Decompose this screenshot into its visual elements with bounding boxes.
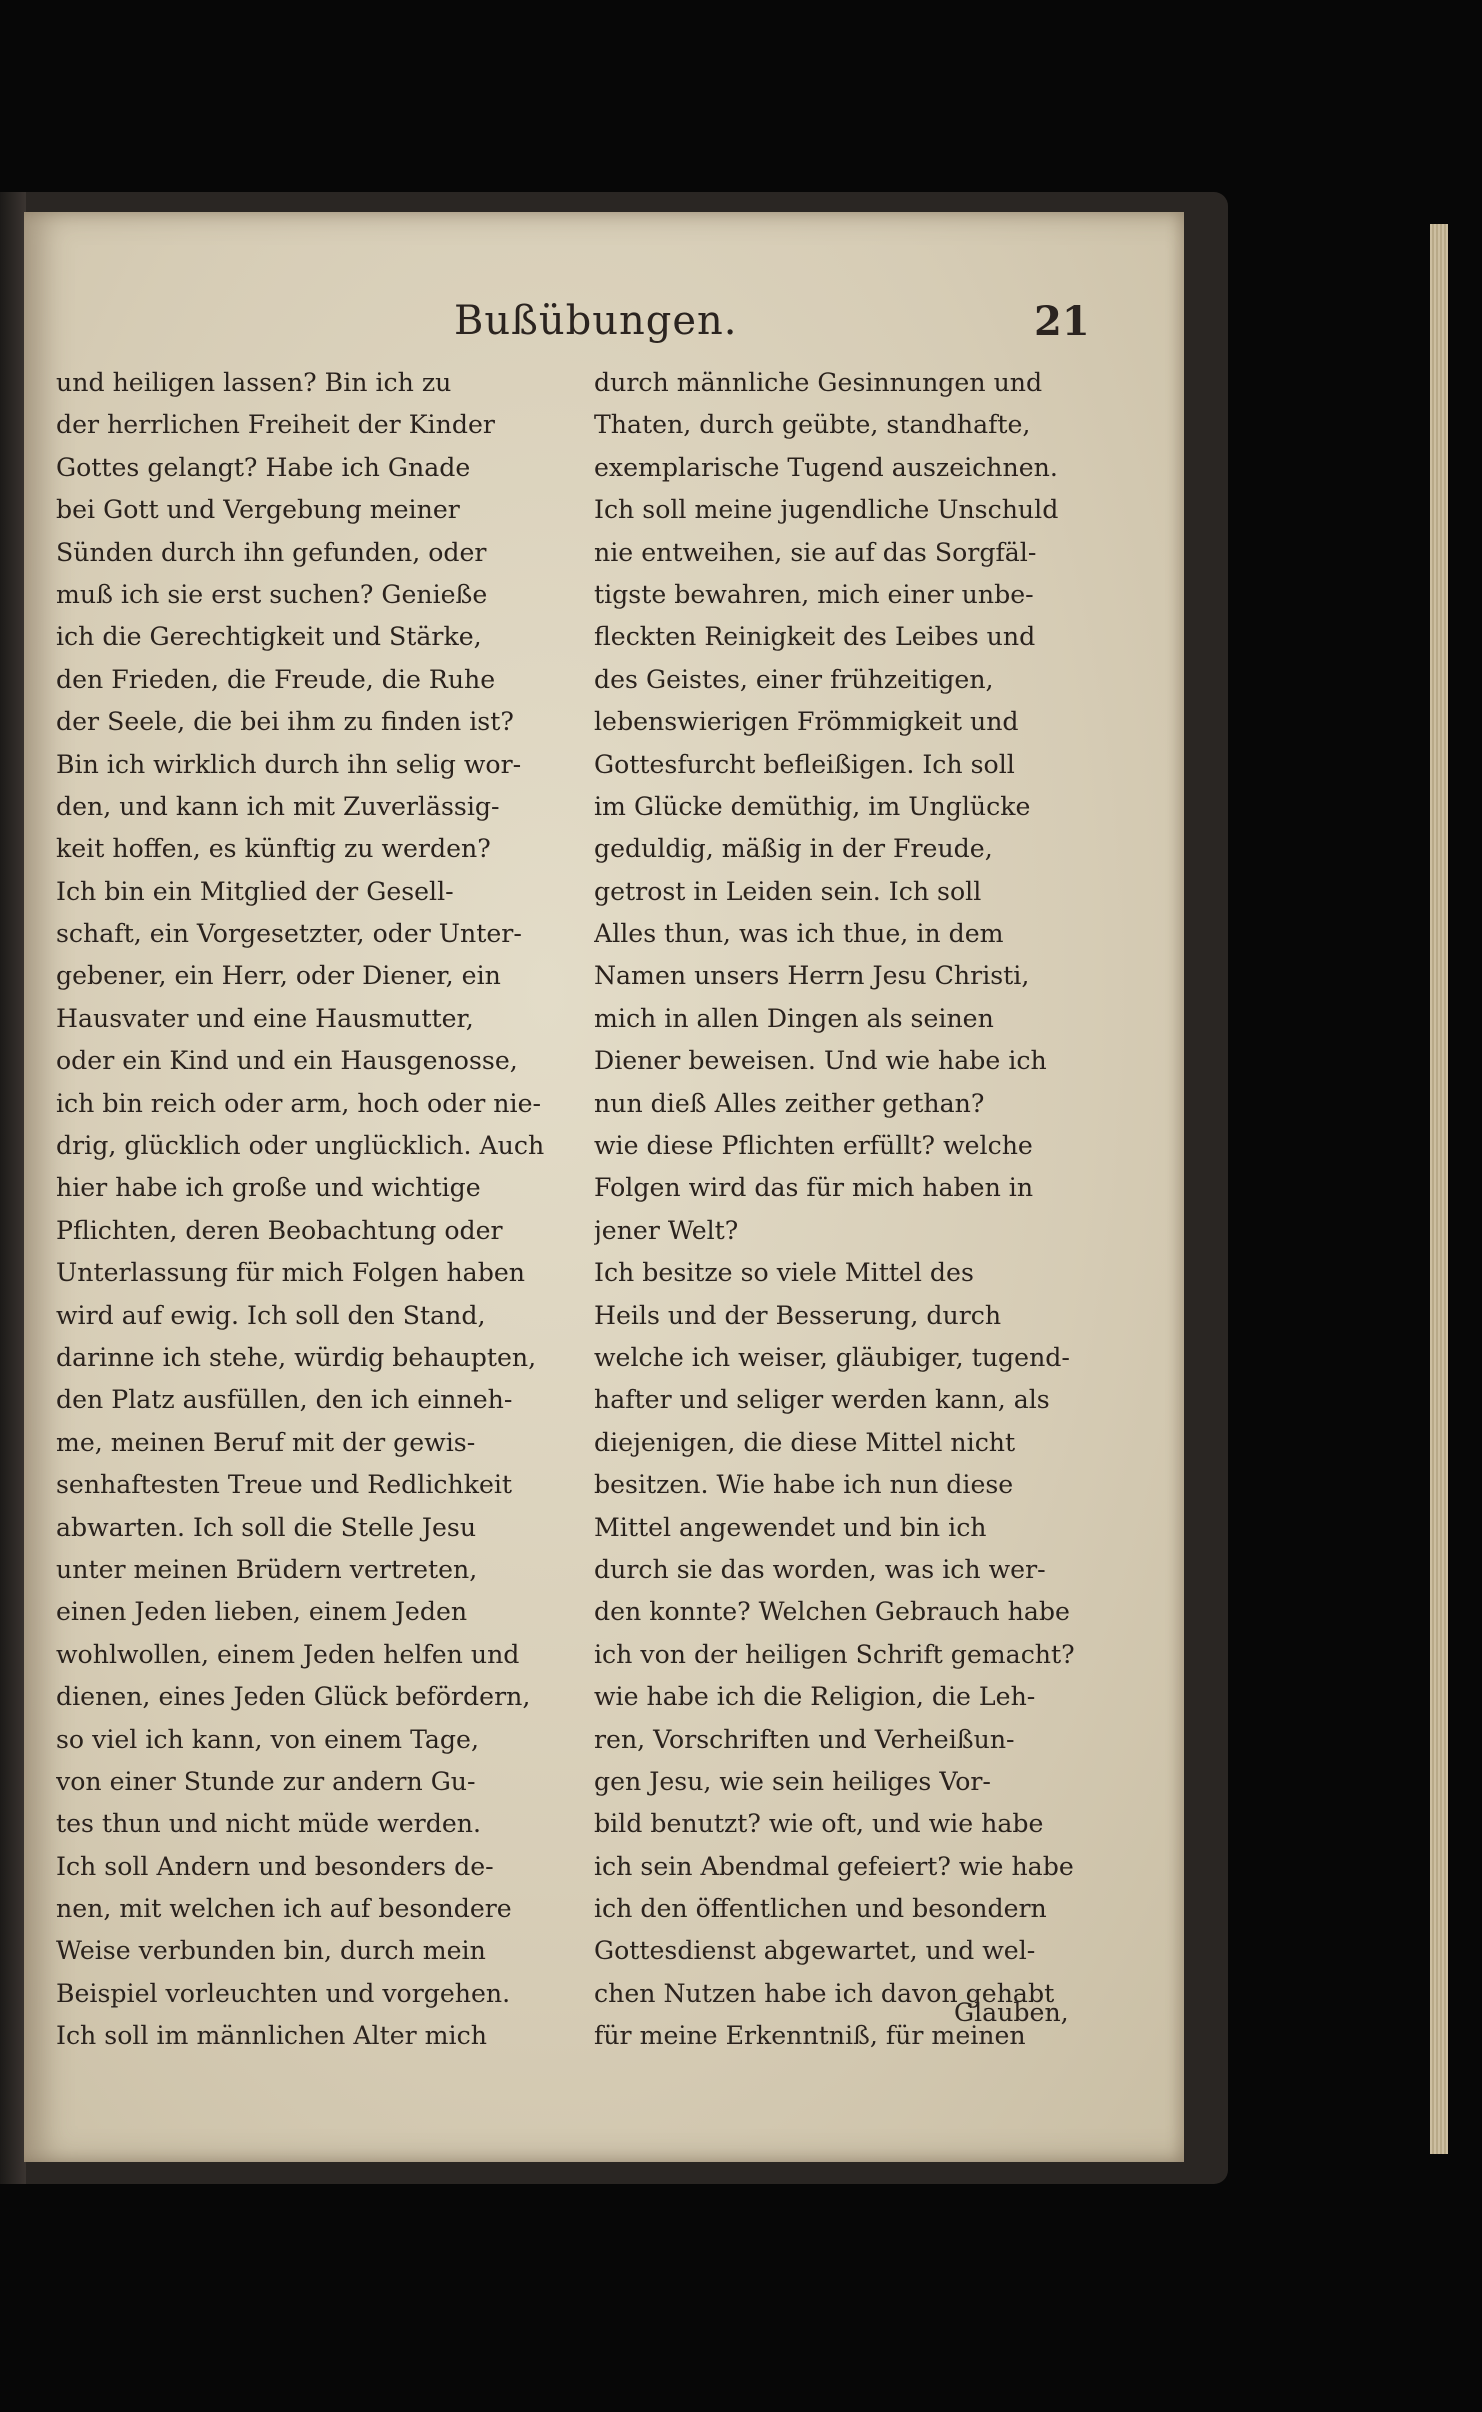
text-line: wohlwollen, einem Jeden helfen und: [56, 1639, 520, 1669]
text-line: Ich soll Andern und besonders de-: [56, 1851, 494, 1881]
text-line: und heiligen lassen? Bin ich zu: [56, 368, 452, 397]
text-line: ich sein Abendmal gefeiert? wie habe: [594, 1851, 1074, 1881]
text-line: darinne ich stehe, würdig behaupten,: [56, 1342, 537, 1372]
text-line: nie entweihen, sie auf das Sorgfäl-: [594, 537, 1037, 567]
text-line: so viel ich kann, von einem Tage,: [56, 1724, 479, 1754]
text-line: welche ich weiser, gläubiger, tugend-: [594, 1342, 1070, 1372]
text-line: senhaftesten Treue und Redlichkeit: [56, 1470, 513, 1500]
text-line: wird auf ewig. Ich soll den Stand,: [56, 1300, 486, 1330]
text-line: lebenswierigen Frömmigkeit und: [594, 707, 1019, 737]
text-line: Ich soll im männlichen Alter mich: [56, 2021, 487, 2051]
book-page: [24, 212, 1184, 2162]
text-line: bild benutzt? wie oft, und wie habe: [594, 1809, 1044, 1839]
text-line: durch sie das worden, was ich wer-: [594, 1554, 1046, 1584]
left-text-column: [56, 362, 576, 2058]
text-line: besitzen. Wie habe ich nun diese: [594, 1470, 1014, 1500]
book-spine-edge: [0, 192, 26, 2184]
text-line: nun dieß Alles zeither gethan?: [594, 1088, 985, 1118]
catchword: Glauben,: [954, 1998, 1069, 2027]
text-line: bei Gott und Vergebung meiner: [56, 495, 460, 525]
text-line: Namen unsers Herrn Jesu Christi,: [594, 961, 1030, 991]
page-edges: [1430, 224, 1448, 2154]
text-line: Alles thun, was ich thue, in dem: [594, 919, 1004, 949]
text-line: muß ich sie erst suchen? Genieße: [56, 579, 488, 609]
text-line: Diener beweisen. Und wie habe ich: [594, 1046, 1047, 1076]
text-line: der Seele, die bei ihm zu finden ist?: [56, 707, 514, 737]
text-line: Hausvater und eine Hausmutter,: [56, 1003, 474, 1033]
page-header: [24, 298, 1184, 358]
text-line: abwarten. Ich soll die Stelle Jesu: [56, 1512, 477, 1542]
text-line: den Platz ausfüllen, den ich einneh-: [56, 1385, 513, 1415]
text-line: wie habe ich die Religion, die Leh-: [594, 1682, 1036, 1712]
text-line: einen Jeden lieben, einem Jeden: [56, 1597, 468, 1627]
text-line: Weise verbunden bin, durch mein: [56, 1936, 486, 1966]
text-line: Beispiel vorleuchten und vorgehen.: [56, 1978, 511, 2008]
text-line: den, und kann ich mit Zuverlässig-: [56, 791, 500, 821]
text-line: gebener, ein Herr, oder Diener, ein: [56, 961, 501, 991]
text-line: me, meinen Beruf mit der gewis-: [56, 1427, 476, 1457]
text-line: fleckten Reinigkeit des Leibes und: [594, 622, 1036, 652]
text-line: Gottes gelangt? Habe ich Gnade: [56, 452, 471, 482]
text-line: geduldig, mäßig in der Freude,: [594, 834, 993, 864]
text-line: dienen, eines Jeden Glück befördern,: [56, 1682, 531, 1712]
text-line: Gottesfurcht befleißigen. Ich soll: [594, 749, 1015, 779]
text-line: nen, mit welchen ich auf besondere: [56, 1894, 512, 1924]
text-line: des Geistes, einer frühzeitigen,: [594, 664, 994, 694]
text-line: im Glücke demüthig, im Unglücke: [594, 791, 1031, 821]
text-line: drig, glücklich oder unglücklich. Auch: [56, 1131, 545, 1161]
text-line: getrost in Leiden sein. Ich soll: [594, 876, 982, 906]
text-line: wie diese Pflichten erfüllt? welche: [594, 1131, 1033, 1161]
text-line: hafter und seliger werden kann, als: [594, 1385, 1050, 1415]
text-line: ren, Vorschriften und Verheißun-: [594, 1724, 1015, 1754]
text-line: durch männliche Gesinnungen und: [594, 368, 1043, 397]
text-line: schaft, ein Vorgesetzter, oder Unter-: [56, 919, 522, 949]
text-line: jener Welt?: [594, 1215, 739, 1245]
text-line: von einer Stunde zur andern Gu-: [56, 1766, 476, 1796]
running-title: Bußübungen.: [454, 298, 738, 344]
text-line: tes thun und nicht müde werden.: [56, 1809, 481, 1839]
text-line: Ich bin ein Mitglied der Gesell-: [56, 876, 454, 906]
text-line: exemplarische Tugend auszeichnen.: [594, 452, 1058, 482]
text-line: den Frieden, die Freude, die Ruhe: [56, 664, 496, 694]
text-line: ich bin reich oder arm, hoch oder nie-: [56, 1088, 541, 1118]
text-line: Folgen wird das für mich haben in: [594, 1173, 1034, 1203]
text-line: Heils und der Besserung, durch: [594, 1300, 1002, 1330]
text-line: Mittel angewendet und bin ich: [594, 1512, 987, 1542]
text-line: für meine Erkenntniß, für meinen: [594, 2021, 1026, 2051]
page-number: 21: [1034, 298, 1090, 345]
text-line: ich von der heiligen Schrift gemacht?: [594, 1639, 1075, 1669]
text-line: diejenigen, die diese Mittel nicht: [594, 1427, 1016, 1457]
text-line: tigste bewahren, mich einer unbe-: [594, 579, 1034, 609]
text-line: Gottesdienst abgewartet, und wel-: [594, 1936, 1036, 1966]
text-line: mich in allen Dingen als seinen: [594, 1003, 994, 1033]
text-line: der herrlichen Freiheit der Kinder: [56, 410, 495, 440]
text-line: Sünden durch ihn gefunden, oder: [56, 537, 487, 567]
right-text-column: [594, 362, 1114, 2058]
text-line: oder ein Kind und ein Hausgenosse,: [56, 1046, 518, 1076]
text-line: ich den öffentlichen und besondern: [594, 1894, 1047, 1924]
text-line: Pflichten, deren Beobachtung oder: [56, 1215, 503, 1245]
text-line: keit hoffen, es künftig zu werden?: [56, 834, 491, 864]
text-line: Ich besitze so viele Mittel des: [594, 1258, 974, 1288]
text-line: Thaten, durch geübte, standhafte,: [594, 410, 1031, 440]
text-line: Ich soll meine jugendliche Unschuld: [594, 495, 1059, 525]
text-line: hier habe ich große und wichtige: [56, 1173, 481, 1203]
text-line: chen Nutzen habe ich davon gehabt: [594, 1978, 1055, 2008]
text-line: gen Jesu, wie sein heiliges Vor-: [594, 1766, 991, 1796]
text-line: den konnte? Welchen Gebrauch habe: [594, 1597, 1070, 1627]
text-line: Unterlassung für mich Folgen haben: [56, 1258, 525, 1288]
text-line: unter meinen Brüdern vertreten,: [56, 1554, 478, 1584]
text-line: ich die Gerechtigkeit und Stärke,: [56, 622, 482, 652]
text-line: Bin ich wirklich durch ihn selig wor-: [56, 749, 522, 779]
